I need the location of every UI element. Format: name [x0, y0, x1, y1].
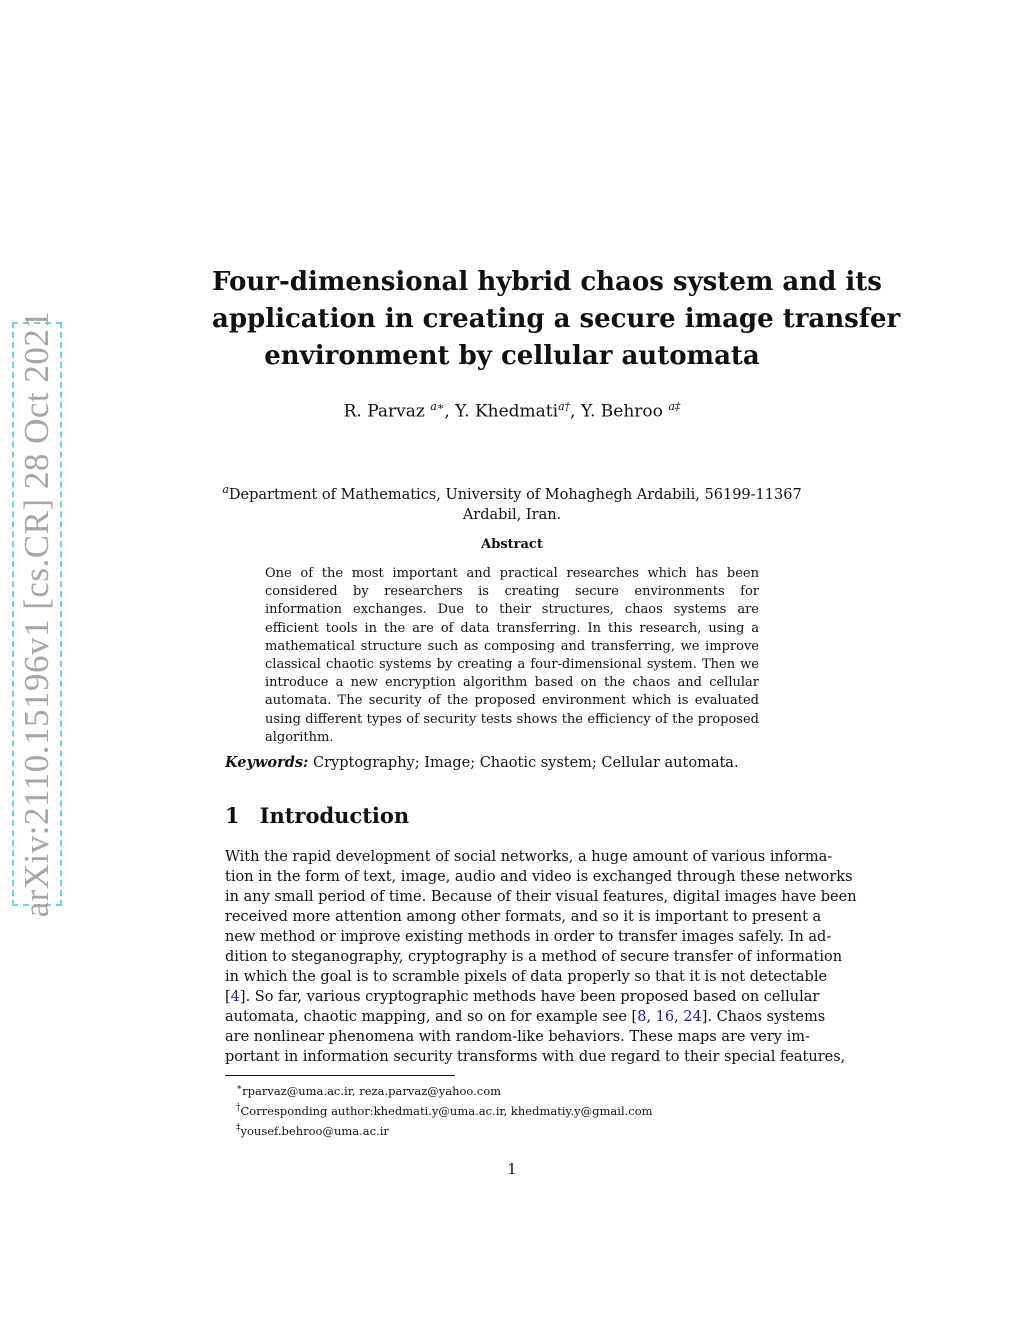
footnote-text: Corresponding author:khedmati.y@uma.ac.ir, khedmatiy.y@gmail.com: [240, 1103, 653, 1118]
intro-line: new method or improve existing methods in order to transfer images safely. In ad-: [225, 929, 832, 945]
affiliation-line-1: Department of Mathematics, University of Mohaghegh Ardabili, 56199-11367: [228, 486, 802, 503]
title-line-2: application in creating a secure image transfer: [212, 304, 901, 334]
author-parvaz: R. Parvaz: [343, 401, 431, 422]
citation-link-24[interactable]: 24: [683, 1009, 702, 1025]
arxiv-stamp: [12, 310, 62, 918]
section-number: 1: [225, 803, 240, 828]
author-behroo: Y. Behroo: [580, 401, 669, 422]
section-heading: [225, 803, 409, 828]
footnotes: [236, 1080, 653, 1139]
arxiv-identifier: arXiv:2110.15196v1 [cs.CR] 28 Oct 2021: [17, 310, 56, 918]
footnote-3: [236, 1120, 653, 1140]
citation-link-4[interactable]: 4: [230, 989, 240, 1005]
intro-line: are nonlinear phenomena with random-like behaviors. These maps are very im-: [225, 1029, 810, 1045]
intro-line: portant in information security transforms with due regard to their special features,: [225, 1049, 846, 1065]
author-separator: ,: [570, 401, 581, 422]
citation-separator: ,: [646, 1009, 656, 1025]
citation-separator: ,: [674, 1009, 684, 1025]
intro-line: dition to steganography, cryptography is a method of secure transfer of information: [225, 949, 843, 965]
page-number: 1: [507, 1162, 517, 1178]
author-behroo-mark: a‡: [668, 400, 681, 413]
author-khedmati: Y. Khedmati: [455, 401, 559, 422]
keywords-label: Keywords:: [225, 754, 309, 771]
footnote-1: [236, 1080, 653, 1100]
footnote-mark: ‡: [236, 1122, 241, 1133]
intro-text: ]. Chaos systems: [701, 1009, 826, 1025]
affiliation: [212, 480, 812, 525]
bracket: [: [225, 989, 231, 1005]
footnote-mark: †: [236, 1102, 241, 1113]
footnote-2: [236, 1100, 653, 1120]
author-parvaz-mark: a∗: [430, 400, 445, 413]
intro-text: ]. So far, various cryptographic methods have been proposed based on cellular: [239, 989, 820, 1005]
title-line-3: environment by cellular automata: [264, 341, 760, 371]
keywords: [225, 754, 805, 771]
author-separator: ,: [444, 401, 456, 422]
title-line-1: Four-dimensional hybrid chaos system and its: [212, 267, 882, 297]
intro-line: tion in the form of text, image, audio and video is exchanged through these networks: [225, 869, 853, 885]
intro-line: [225, 1007, 826, 1027]
introduction-paragraph: [225, 847, 857, 1067]
footnote-text: rparvaz@uma.ac.ir, reza.parvaz@yahoo.com: [242, 1083, 502, 1098]
intro-line: [225, 987, 820, 1007]
intro-line: in any small period of time. Because of their visual features, digital images have been: [225, 889, 857, 905]
intro-line: in which the goal is to scramble pixels of data properly so that it is not detectable: [225, 969, 828, 985]
abstract-heading: Abstract: [481, 537, 543, 552]
affiliation-line-2: Ardabil, Iran.: [462, 506, 562, 523]
citation-link-16[interactable]: 16: [655, 1009, 675, 1025]
footnote-text: yousef.behroo@uma.ac.ir: [240, 1123, 389, 1138]
footnote-mark: ∗: [236, 1083, 243, 1093]
citation-link-8[interactable]: 8: [637, 1009, 647, 1025]
author-khedmati-mark: a†: [558, 400, 571, 413]
intro-line: With the rapid development of social networks, a huge amount of various informa-: [225, 849, 833, 865]
keywords-text: Cryptography; Image; Chaotic system; Cellular automata.: [308, 755, 739, 771]
section-title: Introduction: [259, 803, 410, 828]
footnote-divider: [225, 1075, 455, 1076]
abstract-text: One of the most important and practical researches which has been considered by researchers is creating secure environments for information exchanges. Due to their structures, chaos systems are efficient tools in the are of data transferring. In this research, using a mathematical structure such as composing and transferring, we improve classical chaotic systems by creating a four-dimensional system. Then we introduce a new encryption algorithm based on the chaos and cellular automata. The security of the proposed environment which is evaluated using different types of security tests shows the efficiency of the proposed algorithm.: [265, 566, 759, 745]
intro-text: automata, chaotic mapping, and so on for example see [: [225, 1009, 638, 1025]
author-list: [212, 400, 812, 422]
intro-line: received more attention among other formats, and so it is important to present a: [225, 909, 822, 925]
affiliation-mark: a: [222, 483, 229, 496]
paper-title: [212, 264, 901, 375]
